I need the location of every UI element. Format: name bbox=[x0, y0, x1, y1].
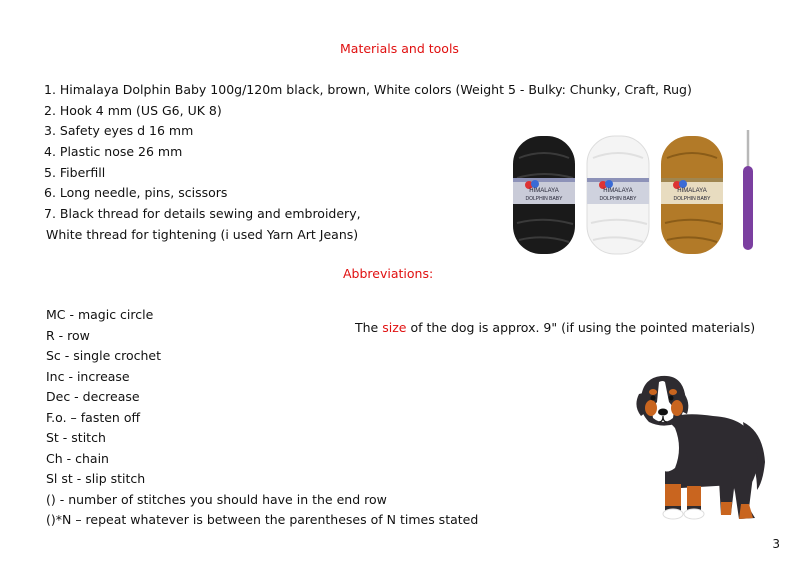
materials-item-1: 1. Himalaya Dolphin Baby 100g/120m black, brown, White colors (Weight 5 - Bulky: Chunky, Craft, Rug) bbox=[44, 82, 692, 97]
black-yarn-ball bbox=[513, 136, 575, 254]
yarn-and-hook-image bbox=[505, 128, 770, 258]
materials-item-3: 3. Safety eyes d 16 mm bbox=[44, 123, 194, 138]
abbreviation-r: R - row bbox=[46, 328, 90, 343]
abbreviation-repeat: ()*N – repeat whatever is between the parentheses of N times stated bbox=[46, 512, 479, 527]
abbreviation-inc: Inc - increase bbox=[46, 369, 130, 384]
materials-item-5: 5. Fiberfill bbox=[44, 165, 106, 180]
brown-yarn-ball bbox=[661, 136, 723, 254]
materials-item-7-continued: White thread for tightening (i used Yarn Art Jeans) bbox=[46, 227, 359, 242]
white-yarn-product-label: DOLPHIN BABY bbox=[599, 196, 637, 202]
size-note bbox=[355, 318, 755, 338]
brown-yarn-brand-label: HIMALAYA bbox=[677, 188, 707, 194]
abbreviation-parentheses: () - number of stitches you should have in the end row bbox=[46, 492, 387, 507]
abbreviation-sl-st: Sl st - slip stitch bbox=[46, 471, 146, 486]
white-yarn-brand-label: HIMALAYA bbox=[603, 188, 633, 194]
bernese-dog-illustration bbox=[635, 372, 770, 524]
brown-yarn-product-label: DOLPHIN BABY bbox=[673, 196, 711, 202]
abbreviation-fo: F.o. – fasten off bbox=[46, 410, 141, 425]
size-note-suffix: of the dog is approx. 9" (if using the pointed materials) bbox=[406, 320, 756, 335]
materials-item-6: 6. Long needle, pins, scissors bbox=[44, 185, 228, 200]
crochet-hook bbox=[743, 130, 753, 250]
abbreviation-st: St - stitch bbox=[46, 430, 106, 445]
white-yarn-ball bbox=[587, 136, 649, 254]
abbreviation-sc: Sc - single crochet bbox=[46, 348, 162, 363]
size-note-prefix: The bbox=[355, 320, 383, 335]
materials-item-2: 2. Hook 4 mm (US G6, UK 8) bbox=[44, 103, 222, 118]
materials-heading: Materials and tools bbox=[340, 41, 459, 56]
abbreviation-mc: MC - magic circle bbox=[46, 307, 154, 322]
size-note-highlight: size bbox=[382, 320, 407, 335]
page-number: 3 bbox=[772, 537, 780, 551]
materials-item-7: 7. Black thread for details sewing and embroidery, bbox=[44, 206, 361, 221]
materials-item-4: 4. Plastic nose 26 mm bbox=[44, 144, 183, 159]
black-yarn-product-label: DOLPHIN BABY bbox=[525, 196, 563, 202]
abbreviations-heading: Abbreviations: bbox=[343, 266, 434, 281]
black-yarn-brand-label: HIMALAYA bbox=[529, 188, 559, 194]
abbreviation-dec: Dec - decrease bbox=[46, 389, 140, 404]
abbreviation-ch: Ch - chain bbox=[46, 451, 109, 466]
